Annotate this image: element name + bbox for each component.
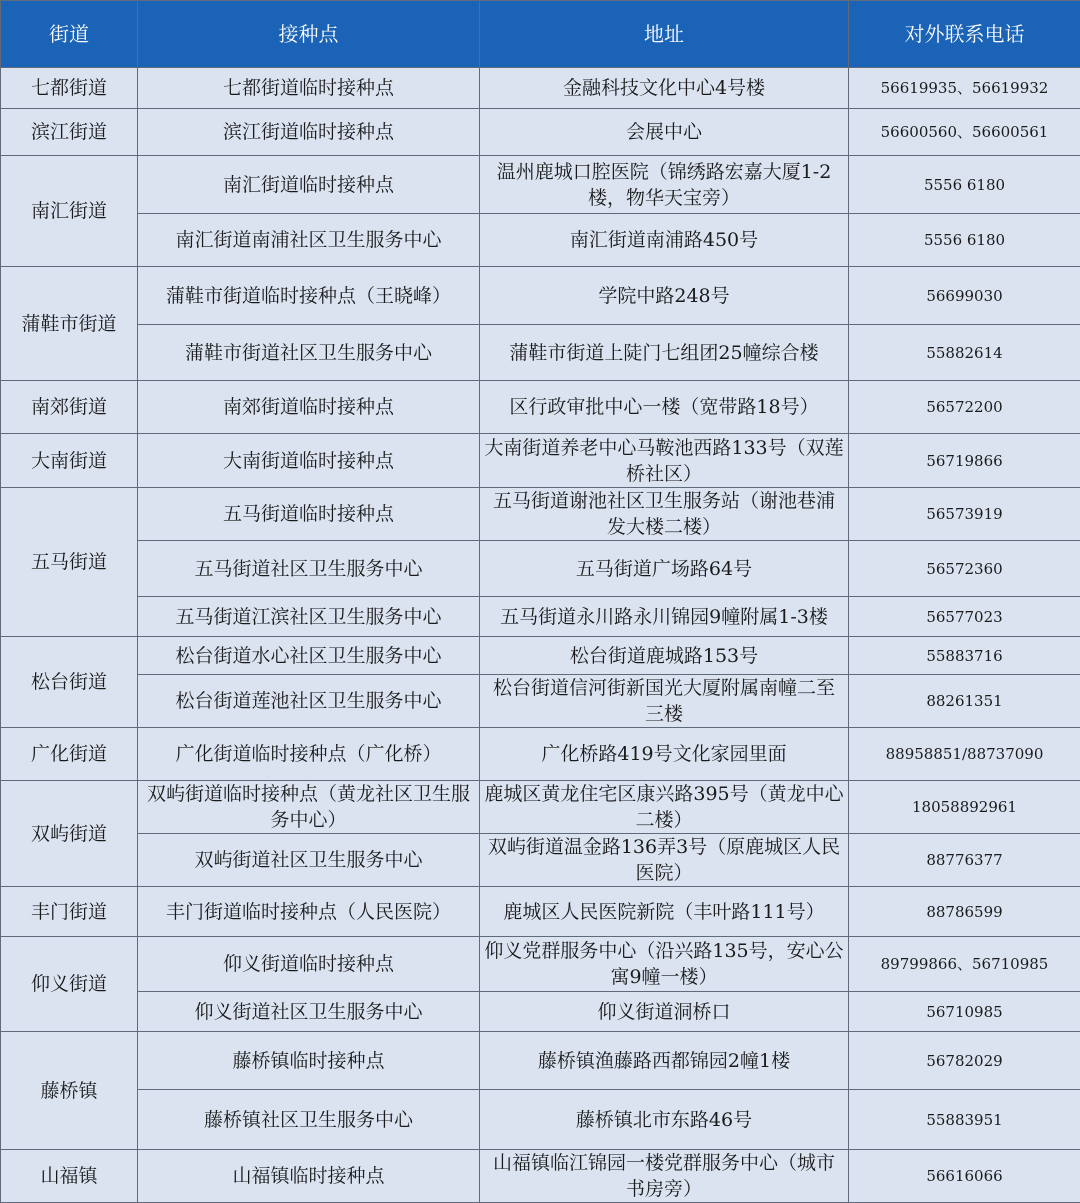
table-row: [1, 887, 1080, 937]
cell-site: 南汇街道南浦社区卫生服务中心: [138, 214, 480, 267]
table-row: [1, 597, 1080, 637]
cell-phone: 88261351: [849, 675, 1080, 728]
cell-address: 山福镇临江锦园一楼党群服务中心（城市书房旁）: [480, 1150, 849, 1203]
cell-street: 丰门街道: [1, 887, 138, 937]
table-row: [1, 156, 1080, 214]
cell-street: 七都街道: [1, 68, 138, 109]
table-row: [1, 214, 1080, 267]
cell-address: 金融科技文化中心4号楼: [480, 68, 849, 109]
table-row: [1, 325, 1080, 381]
cell-address: 藤桥镇北市东路46号: [480, 1090, 849, 1150]
cell-phone: 88786599: [849, 887, 1080, 937]
cell-site: 藤桥镇临时接种点: [138, 1032, 480, 1090]
cell-site: 双屿街道社区卫生服务中心: [138, 834, 480, 887]
cell-phone: 56600560、56600561: [849, 109, 1080, 156]
cell-site: 南汇街道临时接种点: [138, 156, 480, 214]
cell-phone: 5556 6180: [849, 156, 1080, 214]
cell-street: 大南街道: [1, 434, 138, 488]
cell-site: 南郊街道临时接种点: [138, 381, 480, 434]
cell-site: 双屿街道临时接种点（黄龙社区卫生服务中心）: [138, 781, 480, 834]
cell-phone: 18058892961: [849, 781, 1080, 834]
table-body: [1, 68, 1080, 1203]
cell-address: 仰义街道洞桥口: [480, 992, 849, 1032]
cell-address: 会展中心: [480, 109, 849, 156]
cell-site: 松台街道水心社区卫生服务中心: [138, 637, 480, 675]
cell-address: 五马街道永川路永川锦园9幢附属1-3楼: [480, 597, 849, 637]
cell-site: 五马街道社区卫生服务中心: [138, 541, 480, 597]
table-row: [1, 541, 1080, 597]
cell-phone: 5556 6180: [849, 214, 1080, 267]
table-row: [1, 637, 1080, 675]
table-row: [1, 1090, 1080, 1150]
cell-street: 双屿街道: [1, 781, 138, 887]
cell-address: 区行政审批中心一楼（宽带路18号）: [480, 381, 849, 434]
cell-phone: 56782029: [849, 1032, 1080, 1090]
cell-address: 广化桥路419号文化家园里面: [480, 728, 849, 781]
cell-phone: 56577023: [849, 597, 1080, 637]
cell-phone: 56572200: [849, 381, 1080, 434]
cell-street: 滨江街道: [1, 109, 138, 156]
cell-phone: 88958851/88737090: [849, 728, 1080, 781]
cell-address: 五马街道广场路64号: [480, 541, 849, 597]
table-row: [1, 267, 1080, 325]
cell-address: 仰义党群服务中心（沿兴路135号，安心公寓9幢一楼）: [480, 937, 849, 992]
cell-site: 蒲鞋市街道临时接种点（王晓峰）: [138, 267, 480, 325]
cell-phone: 56699030: [849, 267, 1080, 325]
cell-phone: 88776377: [849, 834, 1080, 887]
cell-site: 滨江街道临时接种点: [138, 109, 480, 156]
cell-street: 山福镇: [1, 1150, 138, 1203]
cell-phone: 56619935、56619932: [849, 68, 1080, 109]
cell-address: 蒲鞋市街道上陡门七组团25幢综合楼: [480, 325, 849, 381]
table-row: [1, 109, 1080, 156]
header-address: 地址: [480, 1, 849, 68]
cell-site: 大南街道临时接种点: [138, 434, 480, 488]
cell-phone: 55883716: [849, 637, 1080, 675]
cell-address: 大南街道养老中心马鞍池西路133号（双莲桥社区）: [480, 434, 849, 488]
table-row: [1, 1032, 1080, 1090]
cell-site: 藤桥镇社区卫生服务中心: [138, 1090, 480, 1150]
cell-phone: 56572360: [849, 541, 1080, 597]
cell-address: 温州鹿城口腔医院（锦绣路宏嘉大厦1-2楼，物华天宝旁）: [480, 156, 849, 214]
cell-street: 广化街道: [1, 728, 138, 781]
cell-street: 仰义街道: [1, 937, 138, 1032]
cell-address: 鹿城区黄龙住宅区康兴路395号（黄龙中心二楼）: [480, 781, 849, 834]
cell-address: 南汇街道南浦路450号: [480, 214, 849, 267]
cell-address: 双屿街道温金路136弄3号（原鹿城区人民医院）: [480, 834, 849, 887]
cell-address: 鹿城区人民医院新院（丰叶路111号）: [480, 887, 849, 937]
cell-site: 仰义街道临时接种点: [138, 937, 480, 992]
cell-site: 五马街道江滨社区卫生服务中心: [138, 597, 480, 637]
cell-site: 仰义街道社区卫生服务中心: [138, 992, 480, 1032]
cell-address: 松台街道信河街新国光大厦附属南幢二至三楼: [480, 675, 849, 728]
cell-site: 松台街道莲池社区卫生服务中心: [138, 675, 480, 728]
table-row: [1, 675, 1080, 728]
cell-address: 松台街道鹿城路153号: [480, 637, 849, 675]
cell-phone: 56710985: [849, 992, 1080, 1032]
cell-street: 松台街道: [1, 637, 138, 728]
cell-site: 五马街道临时接种点: [138, 488, 480, 541]
header-phone: 对外联系电话: [849, 1, 1080, 68]
cell-address: 藤桥镇渔藤路西都锦园2幢1楼: [480, 1032, 849, 1090]
cell-street: 南汇街道: [1, 156, 138, 267]
table-row: [1, 834, 1080, 887]
header-site: 接种点: [138, 1, 480, 68]
cell-site: 蒲鞋市街道社区卫生服务中心: [138, 325, 480, 381]
table-row: [1, 488, 1080, 541]
cell-phone: 56719866: [849, 434, 1080, 488]
cell-street: 南郊街道: [1, 381, 138, 434]
cell-site: 七都街道临时接种点: [138, 68, 480, 109]
header-row: [1, 1, 1080, 68]
cell-site: 广化街道临时接种点（广化桥）: [138, 728, 480, 781]
cell-site: 丰门街道临时接种点（人民医院）: [138, 887, 480, 937]
cell-address: 学院中路248号: [480, 267, 849, 325]
table-row: [1, 68, 1080, 109]
cell-street: 藤桥镇: [1, 1032, 138, 1150]
cell-site: 山福镇临时接种点: [138, 1150, 480, 1203]
header-street: 街道: [1, 1, 138, 68]
cell-street: 五马街道: [1, 488, 138, 637]
table-row: [1, 937, 1080, 992]
table-row: [1, 1150, 1080, 1203]
table-row: [1, 728, 1080, 781]
table-row: [1, 434, 1080, 488]
cell-address: 五马街道谢池社区卫生服务站（谢池巷浦发大楼二楼）: [480, 488, 849, 541]
cell-street: 蒲鞋市街道: [1, 267, 138, 381]
cell-phone: 89799866、56710985: [849, 937, 1080, 992]
cell-phone: 56573919: [849, 488, 1080, 541]
cell-phone: 56616066: [849, 1150, 1080, 1203]
cell-phone: 55883951: [849, 1090, 1080, 1150]
table-row: [1, 381, 1080, 434]
cell-phone: 55882614: [849, 325, 1080, 381]
table-row: [1, 992, 1080, 1032]
table-row: [1, 781, 1080, 834]
